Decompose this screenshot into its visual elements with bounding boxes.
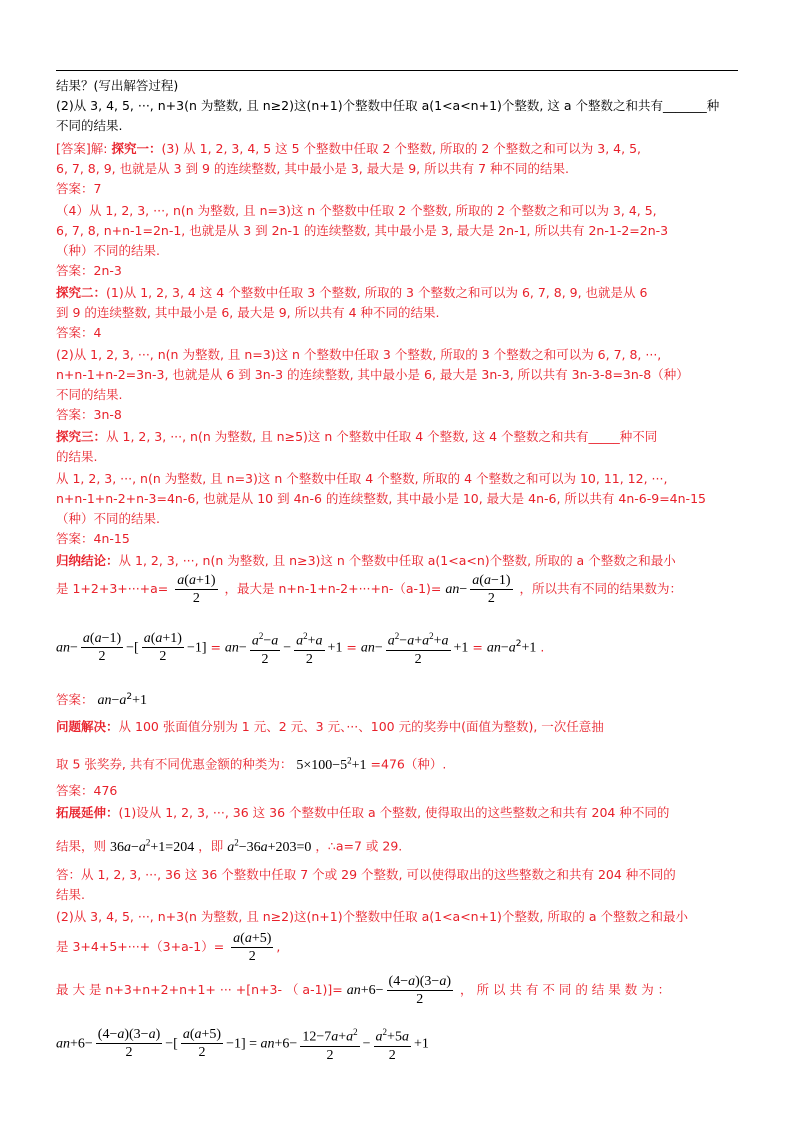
text-line: （4）从 1, 2, 3, ···, n(n 为整数, 且 n=3)这 n 个整数中任取 2 个整数, 所取的 2 个整数之和可以为 3, 4, 5, (56, 203, 657, 218)
text-segment: ，即 (198, 838, 224, 854)
result-count-equation: an− $\frac{a(a-1)}{2}$ −[ $\frac{a(a+1)}{2}$ −1] = an− $\frac{a^2-a}{2}$ − $\frac{a^2+a}{2}$ +1 = an− $\frac{a^2-a+a^2+a}{2}$ $+1 = an-a^2+1$ . (56, 628, 544, 668)
text-line: （种）不同的结果. (56, 511, 160, 526)
equation-36a: $36a-a^2+1=204$ (110, 837, 195, 855)
text-line: (2)从 1, 2, 3, ···, n(n 为整数, 且 n=3)这 n 个整数中任取 3 个整数, 所取的 3 个整数之和可以为 6, 7, 8, ···, (56, 347, 662, 362)
text-line: (2)从 3, 4, 5, ···, n+3(n 为整数, 且 n≥2)这(n+1)个整数中任取 a(1<a<n+1)个整数, 这 a 个整数之和共有_______种 (56, 98, 720, 113)
problem-solving-line (56, 718, 604, 735)
extension-line (56, 804, 669, 821)
answer-tag: [答案] (56, 141, 91, 156)
equation-fraction: $\frac{a(a-1)}{2}$ (82, 631, 122, 665)
conclusion-heading: 归纳结论： (56, 553, 119, 568)
header-rule (56, 70, 738, 71)
text-line: n+n-1+n-2=3n-3, 也就是从 6 到 3n-3 的连续整数, 其中最小是 6, 最大是 3n-3, 所以共有 3n-3-8=3n-8（种） (56, 367, 689, 382)
text-line: 6, 7, 8, 9, 也就是从 3 到 9 的连续整数, 其中最小是 3, 最大是 9, 所以共有 7 种不同的结果. (56, 161, 569, 176)
text-segment: ，最大是 n+n-1+n-2+···+n-（a-1)= (224, 581, 442, 596)
equation-fraction: $\frac{a^2-a}{2}$ (250, 628, 280, 668)
text-line: 结果？(写出解答过程) (56, 78, 179, 93)
answer-intro-line (56, 140, 641, 157)
explore-1-heading: 探究一： (111, 141, 162, 156)
equation-fraction: $\frac{(4-a)(3-a)}{2}$ (97, 1027, 161, 1061)
text-segment: 结果，则 (56, 838, 107, 854)
text-segment: 从 100 张面值分别为 1 元、2 元、3 元、···、100 元的奖券中(面值为整数), 一次任意抽 (118, 719, 604, 734)
answer-line: 答案：7 (56, 181, 102, 196)
fraction-a-a-minus-1-over-2: $\frac{a(a-1)}{2}$ (472, 573, 511, 606)
text-segment: 是 1+2+3+···+a= (56, 581, 169, 596)
fraction-a-a-plus-1-over-2: $\frac{a(a+1)}{2}$ (177, 573, 216, 606)
text-segment: (3) 从 1, 2, 3, 4, 5 这 5 个整数中任取 2 个整数, 所取的 2 个整数之和可以为 3, 4, 5, (161, 141, 642, 156)
text-segment: 从 1, 2, 3, ···, n(n 为整数, 且 n≥5)这 n 个整数中任取 4 个整数, 这 4 个整数之和共有_____种不同 (106, 429, 658, 444)
extension-min-line: 是 3+4+5+···+（3+a-1）= $\frac{a(a+5)}{2}$ , (56, 931, 281, 964)
solution-label: 解: (90, 141, 108, 156)
text-line: 的结果. (56, 449, 98, 464)
equation-fraction: $\frac{a^2+5a}{2}$ (374, 1024, 411, 1064)
explore-2-heading: 探究二： (56, 285, 107, 300)
fraction-4-minus-a-3-minus-a-over-2: $\frac{(4-a)(3-a)}{2}$ (388, 974, 452, 1007)
text-line: n+n-1+n-2+n-3=4n-6, 也就是从 10 到 4n-6 的连续整数, 其中最小是 10, 最大是 4n-6, 所以共有 4n-6-9=4n-15 (56, 491, 706, 506)
equation-quadratic: $a^2-36a+203=0$ (227, 837, 312, 855)
extension-heading: 拓展延伸： (56, 805, 119, 820)
explore-2-line (56, 284, 647, 301)
text-line: 不同的结果. (56, 387, 123, 402)
problem-solving-result-line (56, 752, 446, 774)
extension-max-line: 最 大 是 n+3+n+2+n+1+ ··· +[n+3- （ a-1)]= an+6− $\frac{(4-a)(3-a)}{2}$ ， 所 以 共 有 不 同 的 结 果 数 为 ： (56, 974, 671, 1007)
text-segment: (1)从 1, 2, 3, 4 这 4 个整数中任取 3 个整数, 所取的 3 个整数之和可以为 6, 7, 8, 9, 也就是从 6 (106, 285, 648, 300)
general-answer-line: 答案： $an-a^2+1$ (56, 692, 148, 709)
text-segment: =476（种）. (370, 756, 447, 772)
problem-solving-heading: 问题解决： (56, 719, 119, 734)
text-segment: 从 1, 2, 3, ···, n(n 为整数, 且 n≥3)这 n 个整数中任取 a(1<a<n)个整数, 所取的 a 个整数之和最小 (118, 553, 676, 568)
text-line: 从 1, 2, 3, ···, n(n 为整数, 且 n=3)这 n 个整数中任取 4 个整数, 所取的 4 个整数之和可以为 10, 11, 12, ···, (56, 471, 668, 486)
equation-fraction: $\frac{a(a+5)}{2}$ (182, 1027, 222, 1061)
answer-line: 答案：4 (56, 325, 102, 340)
explore-3-line (56, 428, 657, 445)
text-segment: 是 3+4+5+···+（3+a-1）= (56, 939, 225, 954)
extension-equation-line (56, 834, 402, 856)
equation-fraction: $\frac{12-7a+a^2}{2}$ (300, 1024, 359, 1064)
equation-fraction: $\frac{a(a+1)}{2}$ (143, 631, 182, 665)
fraction-a-a-plus-5-over-2: $\frac{a(a+5)}{2}$ (233, 931, 272, 964)
calc-expression: $5\times 100-5^2+1$ (296, 755, 367, 773)
extension-result-equation: an+6− $\frac{(4-a)(3-a)}{2}$ −[ $\frac{a(a+5)}{2}$ −1] = an+6− $\frac{12-7a+a^2}{2}$ − $\frac{a^2+5a}{2}$ +1 (56, 1024, 429, 1064)
answer-line: 答案：2n-3 (56, 263, 122, 278)
answer-line: 答案：3n-8 (56, 407, 122, 422)
answer-line: 答案：476 (56, 783, 118, 798)
math-an: an (445, 582, 460, 597)
text-segment: ，∴a=7 或 29. (315, 838, 403, 854)
conclusion-formula-line: 是 1+2+3+···+a= $\frac{a(a+1)}{2}$ ，最大是 n+n-1+n-2+···+n-（a-1)= an− $\frac{a(a-1)}{2}$ ，所以共有不同的结果数为： (56, 573, 682, 606)
text-segment: (1)设从 1, 2, 3, ···, 36 这 36 个整数中任取 a 个整数, 使得取出的这些整数之和共有 204 种不同的 (118, 805, 670, 820)
conclusion-line (56, 552, 676, 569)
text-line: （种）不同的结果. (56, 243, 160, 258)
text-segment: 取 5 张奖券, 共有不同优惠金额的种类为： (56, 756, 293, 772)
text-line: 6, 7, 8, n+n-1=2n-1, 也就是从 3 到 2n-1 的连续整数, 其中最小是 3, 最大是 2n-1, 所以共有 2n-1-2=2n-3 (56, 223, 669, 238)
answer-line: 答案：4n-15 (56, 531, 130, 546)
equation-fraction: $\frac{a^2+a}{2}$ (294, 628, 324, 668)
text-line: 不同的结果. (56, 118, 123, 133)
text-segment: ，所以共有不同的结果数为： (519, 581, 682, 596)
text-line: 答：从 1, 2, 3, ···, 36 这 36 个整数中任取 7 个或 29 个整数, 可以使得取出的这些整数之和共有 204 种不同的 (56, 867, 676, 882)
text-line: 结果. (56, 887, 85, 902)
text-line: (2)从 3, 4, 5, ···, n+3(n 为整数, 且 n≥2)这(n+1)个整数中任取 a(1<a<n+1)个整数, 所取的 a 个整数之和最小 (56, 909, 688, 924)
answer-label: 答案： (56, 692, 94, 708)
equation-fraction: $\frac{a^2-a+a^2+a}{2}$ (386, 628, 451, 668)
text-segment: ， 所 以 共 有 不 同 的 结 果 数 为 ： (460, 982, 671, 997)
text-line: 到 9 的连续整数, 其中最小是 6, 最大是 9, 所以共有 4 种不同的结果. (56, 305, 440, 320)
text-segment: 最 大 是 n+3+n+2+n+1+ ··· +[n+3- （ a-1)]= (56, 982, 343, 997)
explore-3-heading: 探究三： (56, 429, 107, 444)
